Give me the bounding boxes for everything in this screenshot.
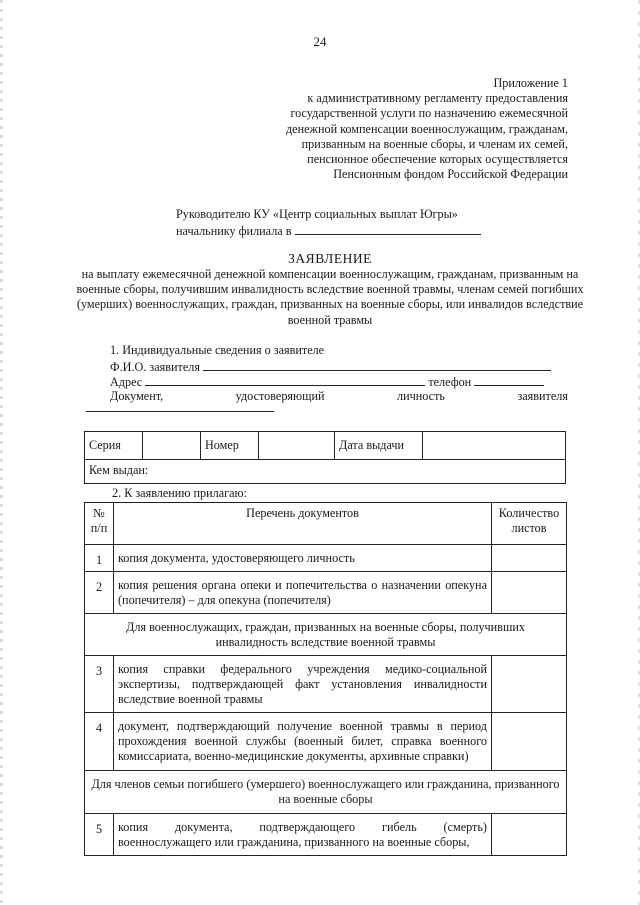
row-text: копия решения органа опеки и попечительства о назначении опекуна (попечителя) – для опекуна (попечителя) <box>114 572 492 614</box>
document-subtitle: на выплату ежемесячной денежной компенсации военнослужащим, гражданам, призванным на военные сборы, получившим инвалидность вследствие военной травмы, членам семей погибших (умерших) военнослужащих, граждан, призванных на военные сборы, или инвалидов вследствие военной травмы <box>76 267 584 327</box>
appendix-line: Пенсионным фондом Российской Федерации <box>333 167 568 182</box>
appendix-line: призванным на военные сборы, и членам их семей, <box>301 136 568 151</box>
row-count-cell[interactable] <box>492 814 567 856</box>
group-row <box>85 771 567 814</box>
id-document-word: Документ, <box>110 389 164 403</box>
addressee-block <box>176 207 481 239</box>
table-row <box>85 656 567 713</box>
row-number: 1 <box>85 545 114 572</box>
phone-label: телефон <box>428 375 472 389</box>
col-num-header: № п/п <box>85 503 114 545</box>
addressee-head: Руководителю КУ «Центр социальных выплат Югры» <box>176 207 458 221</box>
id-document-word: удостоверяющий <box>235 389 325 403</box>
table-row <box>85 545 567 572</box>
issued-by-row[interactable] <box>84 460 566 484</box>
id-document-word: личность <box>397 389 445 403</box>
number-value[interactable] <box>259 432 335 459</box>
row-number: 2 <box>85 572 114 614</box>
row-number: 3 <box>85 656 114 713</box>
fio-field[interactable] <box>203 359 551 371</box>
appendix-line: к административному регламенту предоставления <box>307 91 568 106</box>
addressee-branch <box>176 223 481 240</box>
series-value[interactable] <box>143 432 201 459</box>
table-row <box>85 713 567 771</box>
addressee-branch-label: начальнику филиала в <box>176 223 292 238</box>
row-count-cell[interactable] <box>492 713 567 771</box>
col-docs-header: Перечень документов <box>114 503 492 545</box>
row-count-cell[interactable] <box>492 545 567 572</box>
table-row <box>85 572 567 614</box>
group-heading: Для членов семьи погибшего (умершего) военнослужащего или гражданина, призванного на военные сборы <box>85 771 567 814</box>
issue-date-label: Дата выдачи <box>335 432 423 459</box>
id-document-field[interactable] <box>86 411 274 412</box>
appendix-block <box>258 76 568 182</box>
appendix-line: денежной компенсации военнослужащим, гражданам, <box>285 121 568 136</box>
row-number: 5 <box>85 814 114 856</box>
table-header-row <box>85 503 567 545</box>
address-row <box>110 374 544 390</box>
id-document-word: заявителя <box>517 389 568 403</box>
address-label: Адрес <box>110 375 143 389</box>
id-document-row <box>110 389 568 404</box>
group-heading: Для военнослужащих, граждан, призванных на военные сборы, получивших инвалидность вследствие военной травмы <box>85 614 567 656</box>
group-row <box>85 614 567 656</box>
phone-field[interactable] <box>474 374 544 386</box>
issue-date-value[interactable] <box>423 432 565 459</box>
address-field[interactable] <box>145 374 425 386</box>
appendix-line: пенсионное обеспечение которых осуществляется <box>307 152 568 167</box>
row-count-cell[interactable] <box>492 572 567 614</box>
table-row <box>85 814 567 856</box>
row-text: копия документа, удостоверяющего личность <box>114 545 492 572</box>
id-table <box>84 431 566 460</box>
scan-edge-left <box>0 0 3 905</box>
documents-table <box>84 502 567 856</box>
section1-heading: 1. Индивидуальные сведения о заявителе <box>110 343 325 357</box>
section2-heading: 2. К заявлению прилагаю: <box>112 486 248 500</box>
series-label: Серия <box>85 432 143 459</box>
row-number: 4 <box>85 713 114 771</box>
row-text: копия документа, подтверждающего гибель (смерть) военнослужащего или гражданина, призванного на военные сборы, <box>114 814 492 856</box>
fio-label: Ф.И.О. заявителя <box>110 360 200 374</box>
document-title: ЗАЯВЛЕНИЕ <box>288 251 372 266</box>
row-text: копия справки федерального учреждения медико-социальной экспертизы, подтверждающей факт установления инвалидности вследствие военной травмы <box>114 656 492 713</box>
row-text: документ, подтверждающий получение военной травмы в период прохождения военной службы (военный билет, справка военного комиссариата, военно-медицинские документы, архивные справки) <box>114 713 492 771</box>
appendix-line: государственной услуги по назначению ежемесячной <box>290 106 568 121</box>
issued-by-label: Кем выдан: <box>89 463 149 477</box>
row-count-cell[interactable] <box>492 656 567 713</box>
appendix-line: Приложение 1 <box>493 76 568 90</box>
branch-field[interactable] <box>295 223 481 235</box>
number-label: Номер <box>201 432 259 459</box>
page-number: 24 <box>313 34 327 49</box>
col-count-header: Количество листов <box>492 503 567 545</box>
fio-row <box>110 359 551 375</box>
